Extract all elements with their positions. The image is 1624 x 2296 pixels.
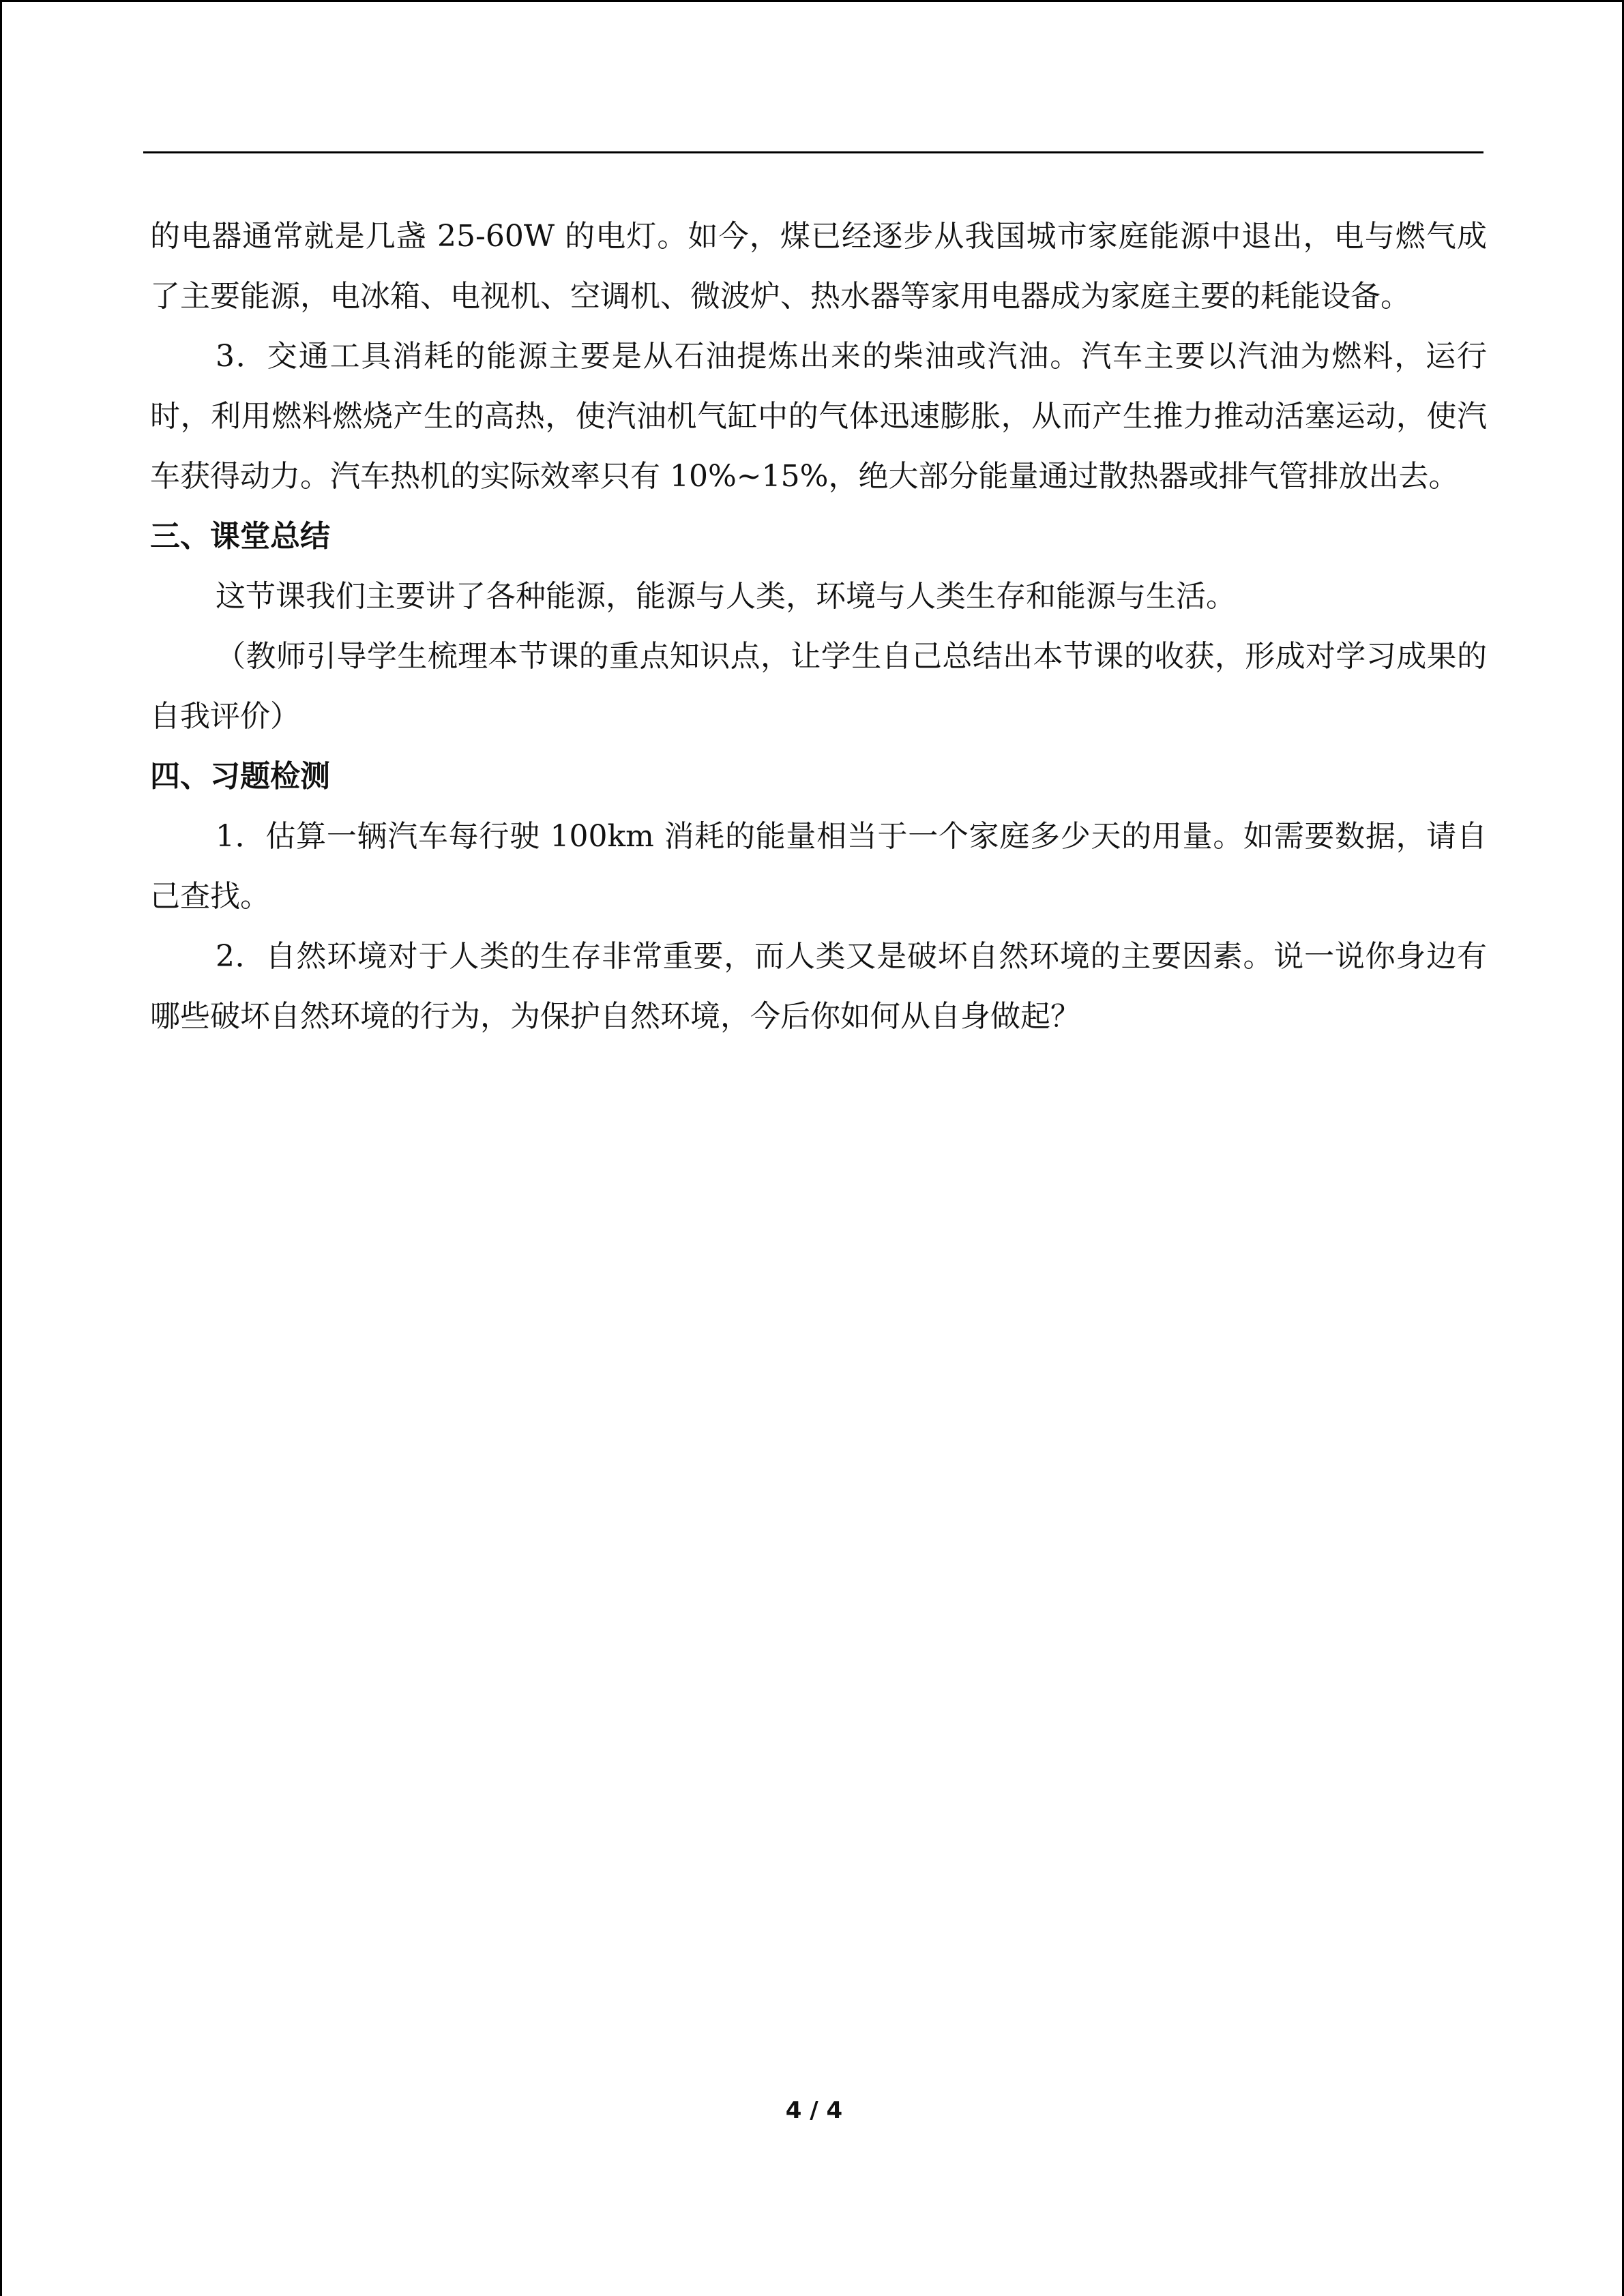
- exercise-question-2: 2．自然环境对于人类的生存非常重要，而人类又是破坏自然环境的主要因素。说一说你身边有哪些破坏自然环境的行为，为保护自然环境，今后你如何从自身做起？: [150, 939, 1487, 1034]
- paragraph-teacher-note: （教师引导学生梳理本节课的重点知识点，让学生自己总结出本节课的收获，形成对学习成果的自我评价）: [150, 639, 1487, 734]
- page-number: 4 / 4: [785, 2097, 843, 2124]
- document-body: [150, 207, 1487, 1047]
- paragraph-transport: 3．交通工具消耗的能源主要是从石油提炼出来的柴油或汽油。汽车主要以汽油为燃料，运行时，利用燃料燃烧产生的高热，使汽油机气缸中的气体迅速膨胀，从而产生推力推动活塞运动，使汽车获得动力。汽车热机的实际效率只有 10%~15%，绝大部分能量通过散热器或排气管排放出去。: [150, 339, 1487, 494]
- paragraph-appliances: 的电器通常就是几盏 25-60W 的电灯。如今，煤已经逐步从我国城市家庭能源中退出，电与燃气成了主要能源，电冰箱、电视机、空调机、微波炉、热水器等家用电器成为家庭主要的耗能设备。: [150, 219, 1487, 314]
- section-heading-summary: 三、课堂总结: [150, 519, 330, 554]
- section-heading-exercises: 四、习题检测: [150, 759, 330, 794]
- paragraph-summary: 这节课我们主要讲了各种能源，能源与人类，环境与人类生存和能源与生活。: [216, 579, 1236, 614]
- exercise-question-1: 1．估算一辆汽车每行驶 100km 消耗的能量相当于一个家庭多少天的用量。如需要数据，请自己查找。: [150, 819, 1487, 914]
- header-rule: [143, 151, 1483, 153]
